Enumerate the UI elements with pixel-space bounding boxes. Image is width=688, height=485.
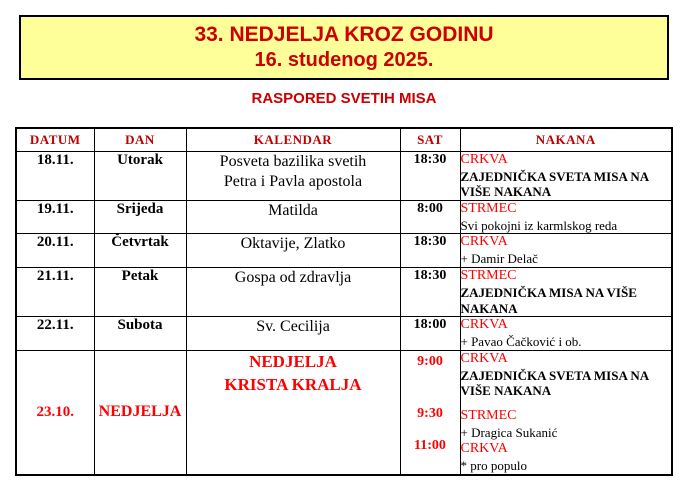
title-banner [19,15,669,80]
schedule-subtitle: RASPORED SVETIH MISA [251,90,437,107]
column-header-dan: DAN [94,128,186,152]
time-cell [400,350,460,474]
column-header-sat: SAT [400,128,460,152]
intention-place: CRKVA [460,317,508,333]
mass-time: 11:00 [414,437,446,453]
column-header-kalendar: KALENDAR [186,128,400,152]
intention-note: + Pavao Čačković i ob. [460,334,582,350]
intention-cell [460,268,672,317]
calendar-cell: Matilda [186,200,400,233]
time-cell: 18:30 [400,152,460,201]
intention-note: ZAJEDNIČKA MISA NA VIŠE NAKANA [460,285,637,316]
table-row [16,317,672,350]
intention-cell [460,234,672,268]
intention-place: CRKVA [460,441,508,457]
intention-place: STRMEC [460,268,517,284]
time-cell: 18:00 [400,317,460,350]
day-cell: NEDJELJA [94,350,186,474]
time-cell: 18:30 [400,234,460,268]
day-cell: Subota [94,317,186,350]
calendar-cell: Sv. Cecilija [186,317,400,350]
calendar-cell: Oktavije, Zlatko [186,234,400,268]
table-row [16,234,672,268]
time-cell: 8:00 [400,200,460,233]
intention-place: STRMEC [460,200,517,216]
intention-cell [460,200,672,233]
calendar-cell: Gospa od zdravlja [186,268,400,317]
intention-place: CRKVA [460,234,508,250]
column-header-datum: DATUM [16,128,94,152]
intention-place: CRKVA [460,152,508,167]
intention-note: * pro populo [460,457,527,473]
table-row [16,268,672,317]
column-header-nakana: NAKANA [460,128,672,152]
banner-title-line2: 16. studenog 2025. [254,49,434,72]
intention-note: ZAJEDNIČKA SVETA MISA NA VIŠE NAKANA [460,367,649,399]
date-cell: 20.11. [16,234,94,268]
intention-group [461,441,672,473]
intention-cell [460,317,672,350]
intention-place: STRMEC [460,407,517,423]
mass-schedule-table [15,127,673,476]
intention-place: CRKVA [460,350,508,366]
calendar-line: NEDJELJA [249,351,337,371]
intention-cell [460,152,672,201]
day-cell: Utorak [94,152,186,201]
calendar-line: Petra i Pavla apostola [223,173,363,190]
table-row [16,200,672,233]
table-row-sunday [16,350,672,474]
intention-note: ZAJEDNIČKA SVETA MISA NA VIŠE NAKANA [460,168,649,200]
date-cell: 18.11. [16,152,94,201]
intention-cell [460,350,672,474]
day-cell: Petak [94,268,186,317]
day-cell: Četvrtak [94,234,186,268]
intention-group [461,351,672,399]
intention-group [461,408,672,440]
date-cell: 22.11. [16,317,94,350]
calendar-cell [186,350,400,474]
mass-time: 9:00 [417,353,443,369]
table-row [16,152,672,201]
intention-note: Svi pokojni iz karmlskog reda [460,217,618,233]
calendar-line: KRISTA KRALJA [224,374,362,394]
intention-note: + Dragica Sukanić [460,424,558,440]
calendar-line: Posveta bazilika svetih [219,153,367,170]
time-cell: 18:30 [400,268,460,317]
date-cell: 21.11. [16,268,94,317]
mass-time: 9:30 [417,405,443,421]
calendar-cell [186,152,400,201]
date-cell: 19.11. [16,200,94,233]
day-cell: Srijeda [94,200,186,233]
date-cell: 23.10. [16,350,94,474]
intention-note: + Damir Delač [460,251,538,267]
table-header-row [16,128,672,152]
banner-title-line1: 33. NEDJELJA KROZ GODINU [194,22,494,46]
